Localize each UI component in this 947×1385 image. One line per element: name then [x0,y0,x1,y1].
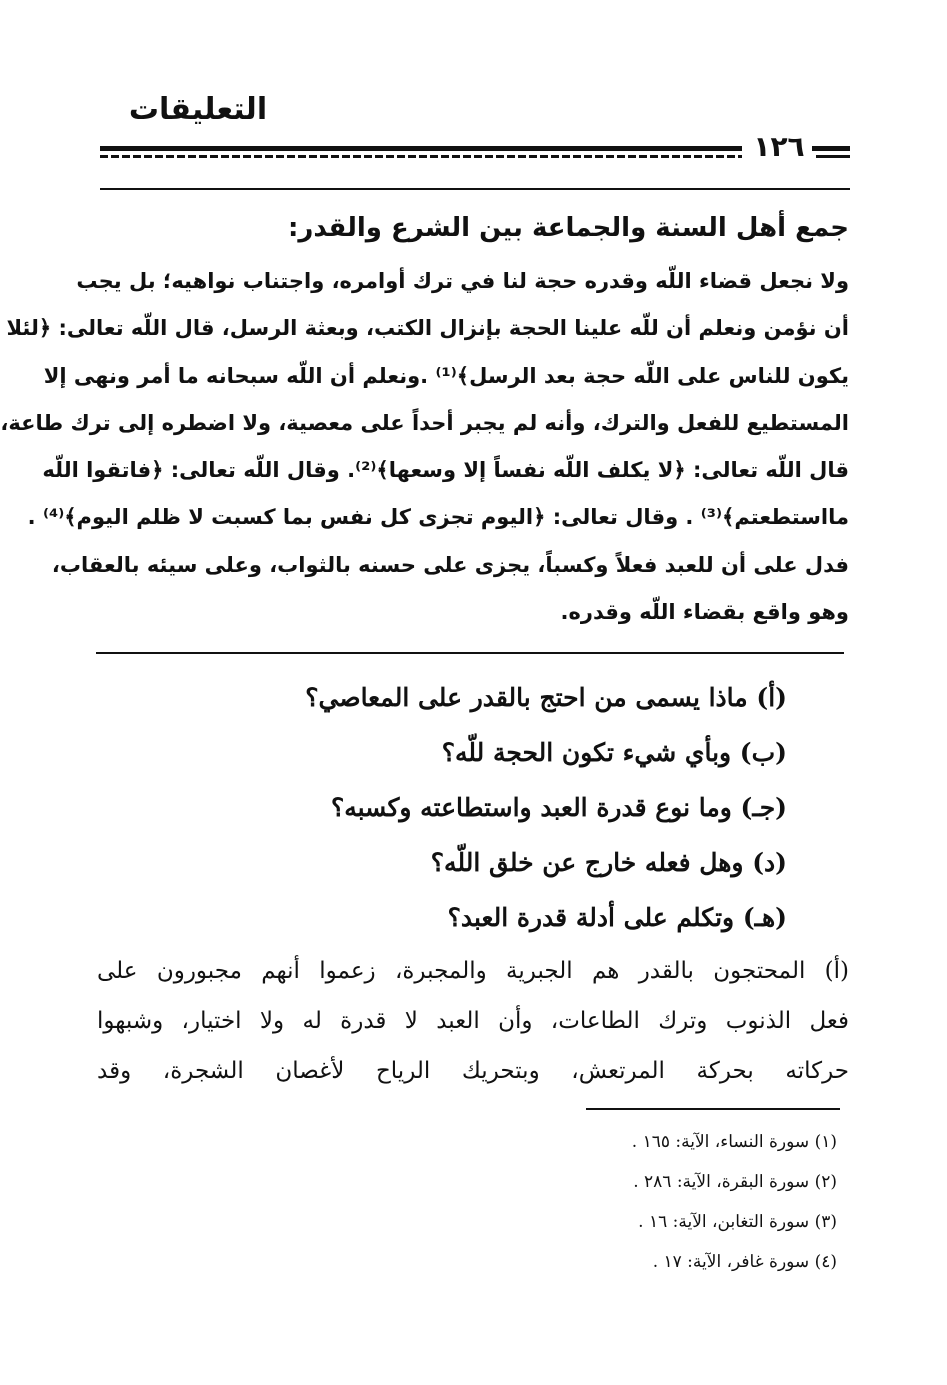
header-rule-thick [100,146,742,151]
footnote-item: (٢) سورة البقرة، الآية: ٢٨٦ . [633,1172,837,1192]
running-header-title: التعليقات [128,92,268,127]
body-line: ولا نجعل قضاء اللّه وقدره حجة لنا في ترك أوامره، واجتناب نواهيه؛ بل يجب [76,269,849,293]
footnote-item: (٣) سورة التغابن، الآية: ١٦ . [638,1212,837,1232]
body-line: مااستطعتم﴾⁽³⁾ . وقال تعالى: ﴿اليوم تجزى كل نفس بما كسبت لا ظلم اليوم﴾⁽⁴⁾ . [27,505,849,530]
body-line: وهو واقع بقضاء اللّه وقدره. [560,600,849,625]
body-line: أن نؤمن ونعلم أن للّه علينا الحجة بإنزال الكتب، وبعثة الرسل، قال اللّه تعالى: ﴿لئلا [6,316,849,341]
body-line: قال اللّه تعالى: ﴿لا يكلف اللّه نفساً إلا وسعها﴾⁽²⁾. وقال اللّه تعالى: ﴿فاتقوا اللّه [42,458,849,483]
question-list [167,670,787,945]
question-item: (ب) وبأي شيء تكون الحجة للّه؟ [441,738,787,767]
footnote-list [437,1122,837,1282]
body-line: يكون للناس على اللّه حجة بعد الرسل﴾⁽¹⁾ .ونعلم أن اللّه سبحانه ما أمر ونهى إلا [43,363,849,388]
section-body [0,258,849,636]
footnote-separator [586,1108,840,1110]
question-item: (د) وهل فعله خارج عن خلق اللّه؟ [430,848,787,877]
page-number-ornament-lower [816,155,850,158]
answer-line: حركاته بحركة المرتعش، وبتحريك الرياح لأغصان الشجرة، وقد [97,1058,849,1084]
answer-line: (أ) المحتجون بالقدر هم الجبرية والمجبرة، زعموا أنهم مجبورون على [97,958,849,984]
section-divider [96,652,844,654]
body-line: المستطيع للفعل والترك، وأنه لم يجبر أحداً على معصية، ولا اضطره إلى ترك طاعة، [0,410,849,435]
page-number: ١٢٦ [753,130,805,163]
question-item: (جـ) وما نوع قدرة العبد واستطاعته وكسبه؟ [330,793,787,822]
footnote-item: (١) سورة النساء، الآية: ١٦٥ . [631,1132,837,1152]
footnote-item: (٤) سورة غافر، الآية: ١٧ . [652,1252,837,1272]
answer-paragraph [97,946,849,1096]
answer-line: فعل الذنوب وترك الطاعات، وأن العبد لا قدرة له ولا اختيار، وشبهوا [97,1008,849,1034]
header-separator [100,188,850,190]
body-line: فدل على أن للعبد فعلاً وكسباً، يجزى على حسنه بالثواب، وعلى سيئه بالعقاب، [51,552,849,577]
question-item: (أ) ماذا يسمى من احتج بالقدر على المعاصي؟ [305,683,787,712]
page-number-ornament [812,146,850,151]
header-rule-dashed [100,155,742,158]
question-item: (هـ) وتكلم على أدلة قدرة العبد؟ [447,903,787,932]
section-heading: جمع أهل السنة والجماعة بين الشرع والقدر: [288,213,849,243]
